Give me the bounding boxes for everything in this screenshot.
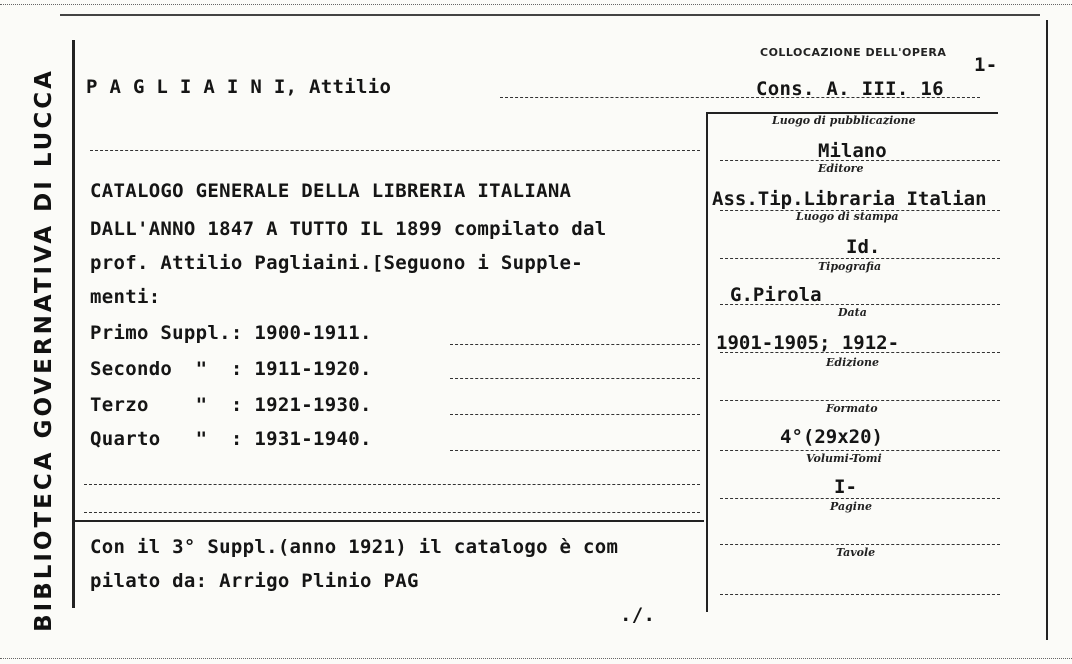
- pagine-label: Pagine: [830, 500, 872, 513]
- volumi-value: I-: [834, 476, 857, 498]
- editore-value: Ass.Tip.Libraria Italian: [712, 188, 987, 210]
- rule: [720, 352, 1000, 354]
- rule: [450, 450, 700, 452]
- bottom-edge: [0, 658, 1072, 659]
- top-border: [60, 14, 1040, 16]
- rule: [720, 210, 1000, 212]
- formato-label: Formato: [826, 402, 878, 415]
- tavole-label: Tavole: [836, 546, 876, 559]
- rule: [720, 594, 1000, 596]
- rule: [720, 450, 1000, 452]
- editore-label: Editore: [818, 162, 864, 175]
- rule: [84, 484, 700, 486]
- note-line-1: Con il 3° Suppl.(anno 1921) il catalogo è com: [90, 536, 619, 558]
- left-margin-rule: [72, 40, 75, 608]
- side-column: [8, 30, 78, 632]
- continuation-mark: ./.: [620, 604, 656, 626]
- tipografia-label: Tipografia: [818, 260, 882, 273]
- right-border: [1046, 20, 1048, 640]
- tipografia-value: G.Pirola: [730, 284, 822, 306]
- copy-number: 1-: [974, 54, 998, 76]
- luogo-stampa-value: Id.: [846, 236, 881, 258]
- rule: [720, 160, 1000, 162]
- body-line-5: Primo Suppl.: 1900-1911.: [90, 322, 372, 344]
- rule: [450, 344, 700, 346]
- data-label: Data: [838, 306, 867, 319]
- header-rule: [500, 97, 980, 99]
- body-line-1: CATALOGO GENERALE DELLA LIBRERIA ITALIANA: [90, 180, 572, 202]
- edizione-label: Edizione: [826, 356, 880, 369]
- luogo-stampa-label: Luogo di stampa: [796, 210, 899, 223]
- rule: [90, 150, 700, 152]
- body-line-7: Terzo " : 1921-1930.: [90, 394, 372, 416]
- location-label: COLLOCAZIONE DELL'OPERA: [760, 46, 947, 59]
- author-name: P A G L I A I N I, Attilio: [86, 76, 392, 98]
- volumi-label: Volumi-Tomi: [806, 452, 882, 465]
- luogo-pub-label: Luogo di pubblicazione: [772, 114, 916, 127]
- rule: [450, 414, 700, 416]
- body-line-6: Secondo " : 1911-1920.: [90, 358, 372, 380]
- institution-name: BIBLIOTECA GOVERNATIVA DI LUCCA: [31, 68, 57, 632]
- data-value: 1901-1905; 1912-: [716, 332, 900, 354]
- note-line-2: pilato da: Arrigo Plinio PAG: [90, 570, 419, 592]
- location-value: Cons. A. III. 16: [756, 78, 944, 100]
- rule: [450, 378, 700, 380]
- rule: [720, 258, 1000, 260]
- fields-box-left: [706, 112, 708, 612]
- body-line-3: prof. Attilio Pagliaini.[Seguono i Supple-: [90, 252, 584, 274]
- body-line-4: menti:: [90, 286, 161, 308]
- luogo-pub-value: Milano: [818, 140, 887, 162]
- body-line-8: Quarto " : 1931-1940.: [90, 428, 372, 450]
- note-separator: [74, 520, 704, 522]
- top-edge: [0, 4, 1072, 5]
- rule: [720, 498, 1000, 500]
- formato-value: 4°(29x20): [780, 426, 883, 448]
- rule: [720, 304, 1000, 306]
- rule: [84, 512, 700, 514]
- body-line-2: DALL'ANNO 1847 A TUTTO IL 1899 compilato dal: [90, 218, 607, 240]
